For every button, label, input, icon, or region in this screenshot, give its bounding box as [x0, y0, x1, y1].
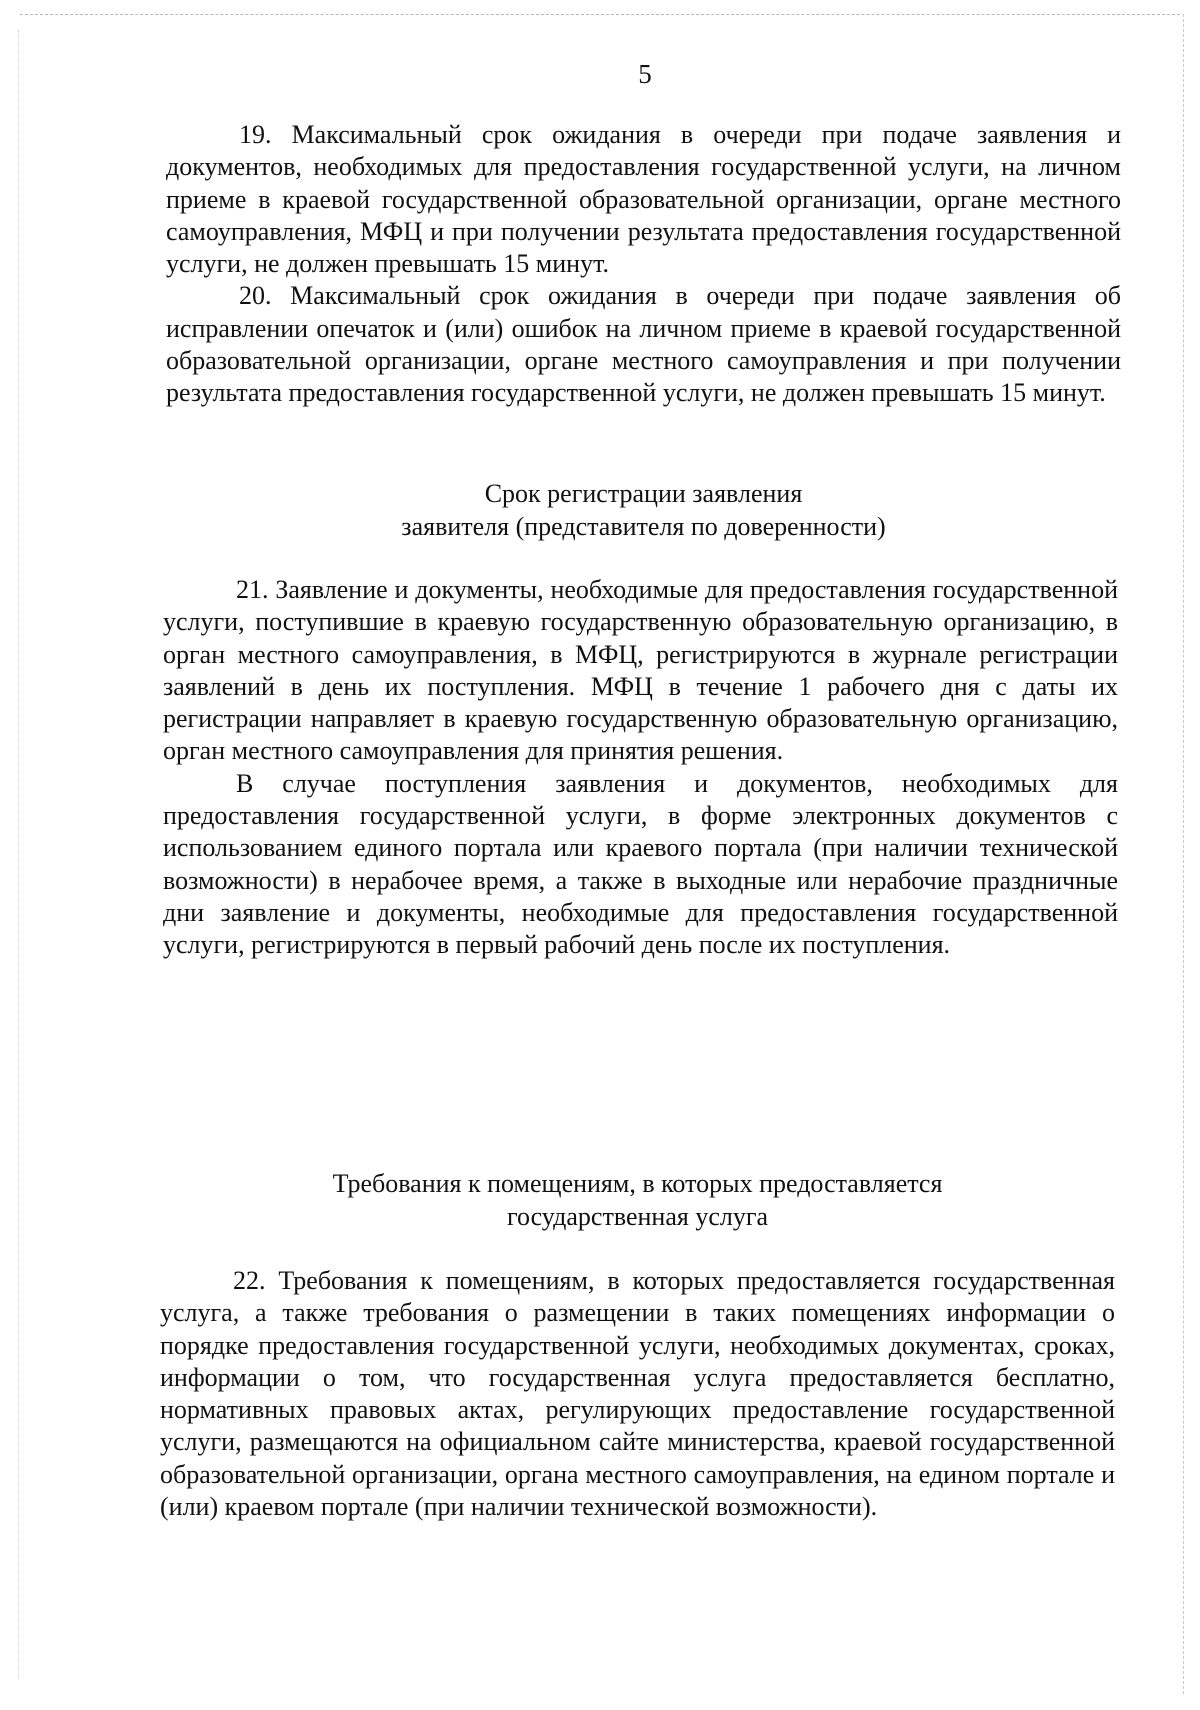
scan-edge-left [18, 30, 19, 1680]
section-registration [163, 574, 1118, 962]
paragraph-22: 22. Требования к помещениям, в которых предоставляется государственная услуга, а также требования о размещении в таких помещениях информации о порядке предоставления государственной услуги, необходимых документах, сроках, информации о том, что государственная услуга предоставляется бесплатно, нормативных правовых актах, регулирующих предоставление государственной услуги, размещаются на официальном сайте министерства, краевой государственной образовательной организации, органа местного самоуправления, на едином портале и (или) краевом портале (при наличии технической возможности). [160, 1266, 1115, 1522]
heading-line: Срок регистрации заявления [484, 479, 803, 508]
heading-line: Требования к помещениям, в которых предоставляется [332, 1169, 943, 1198]
section-heading-registration [166, 478, 1121, 543]
section-waiting-time [166, 119, 1121, 410]
heading-line: заявителя (представителя по доверенности) [401, 511, 886, 541]
page-number: 5 [638, 59, 652, 89]
scan-edge-right [1183, 14, 1184, 1694]
paragraph-20: 20. Максимальный срок ожидания в очереди при подаче заявления об исправлении опечаток и (или) ошибок на личном приеме в краевой государственной образовательной организации, органе местного самоуправления и при получении результата предоставления государственной услуги, не должен превышать 15 минут. [166, 281, 1121, 408]
paragraph-19: 19. Максимальный срок ожидания в очереди при подаче заявления и документов, необходимых для предоставления государственной услуги, на личном приеме в краевой государственной образовательной организации, органе местного самоуправления, МФЦ и при получении результата предоставления государственной услуги, не должен превышать 15 минут. [166, 120, 1121, 279]
section-premises [160, 1265, 1115, 1523]
section-heading-premises [160, 1168, 1115, 1233]
heading-line: государственная услуга [506, 1201, 769, 1231]
paragraph-21: 21. Заявление и документы, необходимые для предоставления государственной услуги, поступившие в краевую государственную образовательную организацию, в орган местного самоуправления, в МФЦ, регистрируются в журнале регистрации заявлений в день их поступления. МФЦ в течение 1 рабочего дня с даты их регистрации направляет в краевую государственную образовательную организацию, орган местного самоуправления для принятия решения. [163, 575, 1118, 766]
scan-edge-top [20, 14, 1180, 15]
paragraph-21-continued: В случае поступления заявления и документов, необходимых для предоставления государственной услуги, в форме электронных документов с использованием единого портала или краевого портала (при наличии технической возможности) в нерабочее время, а также в выходные или нерабочие праздничные дни заявление и документы, необходимые для предоставления государственной услуги, регистрируются в первый рабочий день после их поступления. [163, 768, 1118, 960]
